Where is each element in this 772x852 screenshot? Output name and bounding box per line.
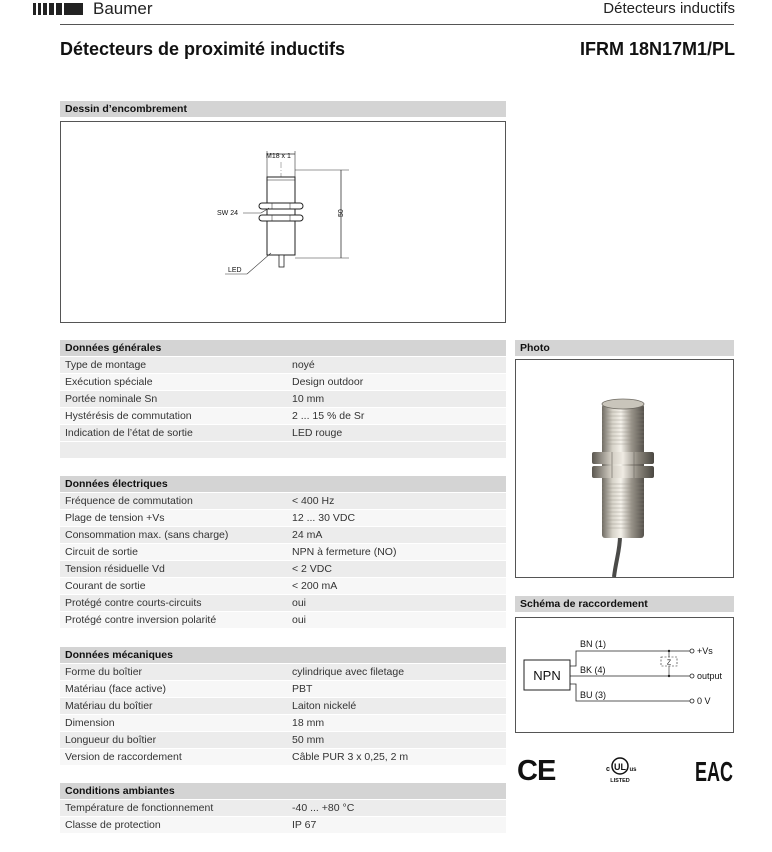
- electrical-data-header: Données électriques: [60, 476, 506, 492]
- table-row: Version de raccordement Câble PUR 3 x 0,25, 2 m: [60, 749, 506, 766]
- npn-label: NPN: [533, 668, 561, 683]
- mechanical-data-header: Données mécaniques: [60, 647, 506, 663]
- load-label: Z: [666, 659, 672, 667]
- vs-terminal-label: +Vs: [697, 646, 713, 656]
- baumer-logo-icon: [33, 3, 83, 15]
- svg-text:LISTED: LISTED: [610, 778, 630, 784]
- length-label: 50: [338, 209, 345, 217]
- ambient-conditions-table: [60, 800, 506, 834]
- table-row-empty: [60, 442, 506, 459]
- wiring-diagram-box: [515, 617, 734, 733]
- svg-text:UL: UL: [614, 762, 626, 772]
- table-row: Circuit de sortie NPN à fermeture (NO): [60, 544, 506, 561]
- electrical-data-table: [60, 493, 506, 629]
- zero-volt-terminal-label: 0 V: [697, 696, 711, 706]
- model-number: IFRM 18N17M1/PL: [579, 39, 735, 59]
- wire-bu-label: BU (3): [580, 690, 607, 700]
- page-title: Détecteurs de proximité inductifs: [60, 39, 346, 59]
- table-row: Hystérésis de commutation 2 ... 15 % de Sr: [60, 408, 506, 425]
- wiring-diagram-header: Schéma de raccordement: [515, 596, 734, 612]
- general-data-table: [60, 357, 506, 459]
- dimension-drawing: [61, 122, 505, 322]
- table-row: Portée nominale Sn 10 mm: [60, 391, 506, 408]
- general-data-header: Données générales: [60, 340, 506, 356]
- brand-name: Baumer: [93, 0, 153, 18]
- table-row: Exécution spéciale Design outdoor: [60, 374, 506, 391]
- table-row: Température de fonctionnement -40 ... +80 °C: [60, 800, 506, 817]
- dimension-drawing-box: [60, 121, 506, 323]
- header-divider: [60, 24, 734, 25]
- wrench-size-label: SW 24: [217, 210, 239, 217]
- ambient-conditions-header: Conditions ambiantes: [60, 783, 506, 799]
- wire-bk-label: BK (4): [580, 665, 606, 675]
- table-row: Fréquence de commutation < 400 Hz: [60, 493, 506, 510]
- certification-marks: [515, 752, 734, 786]
- product-photo-box: [515, 359, 734, 578]
- table-row: Forme du boîtier cylindrique avec filetage: [60, 664, 506, 681]
- thread-label: M18 x 1: [266, 153, 291, 160]
- table-row: Matériau (face active) PBT: [60, 681, 506, 698]
- table-row: Plage de tension +Vs 12 ... 30 VDC: [60, 510, 506, 527]
- table-row: Courant de sortie < 200 mA: [60, 578, 506, 595]
- product-photo: [516, 360, 733, 577]
- table-row: Tension résiduelle Vd < 2 VDC: [60, 561, 506, 578]
- table-row: Matériau du boîtier Laiton nickelé: [60, 698, 506, 715]
- wiring-diagram: [516, 618, 733, 732]
- ul-listed-mark-icon: [606, 758, 637, 784]
- led-label: LED: [228, 267, 242, 274]
- ce-mark-icon: CE: [517, 755, 556, 787]
- mechanical-data-table: [60, 664, 506, 766]
- product-category: Détecteurs inductifs: [603, 0, 735, 17]
- table-row: Protégé contre courts-circuits oui: [60, 595, 506, 612]
- table-row: Type de montage noyé: [60, 357, 506, 374]
- table-row: Indication de l’état de sortie LED rouge: [60, 425, 506, 442]
- table-row: Consommation max. (sans charge) 24 mA: [60, 527, 506, 544]
- eac-mark-icon: EAC: [695, 756, 733, 787]
- photo-section-header: Photo: [515, 340, 734, 356]
- svg-text:us: us: [629, 767, 637, 773]
- table-row: Classe de protection IP 67: [60, 817, 506, 834]
- svg-text:c: c: [606, 766, 610, 773]
- table-row: Longueur du boîtier 50 mm: [60, 732, 506, 749]
- output-terminal-label: output: [697, 671, 723, 681]
- table-row: Dimension 18 mm: [60, 715, 506, 732]
- table-row: Protégé contre inversion polarité oui: [60, 612, 506, 629]
- wire-bn-label: BN (1): [580, 639, 607, 649]
- drawing-section-header: Dessin d’encombrement: [60, 101, 506, 117]
